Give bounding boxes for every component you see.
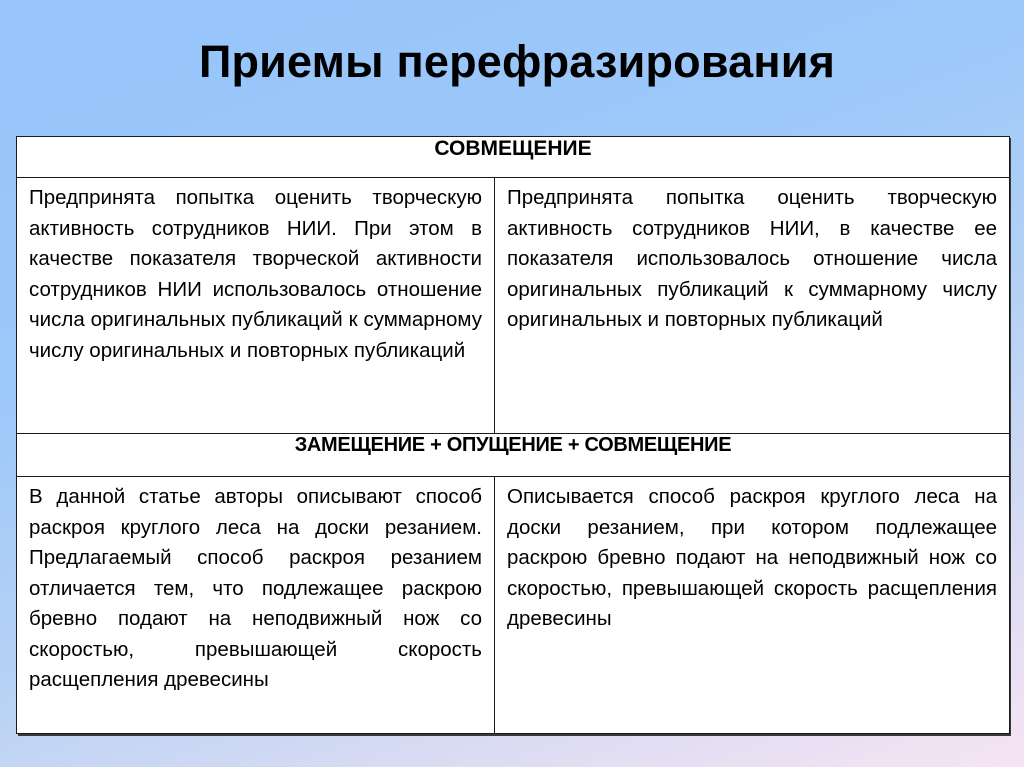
original-text: Предпринята попытка оценить творческую активность сотрудников НИИ. При этом в качестве показателя творческой активности сотрудников НИИ использовалось отношение числа оригинальных публикаций к суммарному числу оригинальных и повторных публикаций bbox=[29, 186, 482, 362]
paraphrased-text: Описывается способ раскроя круглого леса на доски резанием, при котором подлежащее раскрою бревно подают на неподвижный нож со скоростью, превышающей скорость расщепления древесины bbox=[507, 485, 998, 630]
paraphrased-text-cell bbox=[495, 178, 1010, 434]
original-text-cell bbox=[17, 178, 495, 434]
original-text-cell bbox=[17, 477, 495, 734]
section-header-substitution-omission-combination: ЗАМЕЩЕНИЕ + ОПУЩЕНИЕ + СОВМЕЩЕНИЕ bbox=[17, 434, 1010, 477]
example-row-combination bbox=[17, 178, 1010, 434]
paraphrased-text-cell bbox=[495, 477, 1010, 734]
paraphrase-table-container bbox=[16, 136, 1009, 734]
example-row-substitution-omission-combination bbox=[17, 477, 1010, 734]
original-text: В данной статье авторы описывают способ раскроя круглого леса на доски резанием. Предлагаемый способ раскроя резанием отличается тем, что подлежащее раскрою бревно подают на неподвижный нож со скоростью, превышающей скорость расщепления древесины bbox=[29, 485, 482, 691]
paraphrase-table bbox=[16, 136, 1010, 734]
paraphrased-text: Предпринята попытка оценить творческую активность сотрудников НИИ, в качестве ее показателя использовалось отношение числа оригинальных публикаций к суммарному числу оригинальных и повторных публикаций bbox=[507, 186, 998, 331]
section-header-row-combination bbox=[17, 137, 1010, 178]
section-header-row-substitution-omission-combination bbox=[17, 434, 1010, 477]
section-header-combination: СОВМЕЩЕНИЕ bbox=[17, 137, 1010, 178]
slide-title: Приемы перефразирования bbox=[198, 36, 836, 87]
